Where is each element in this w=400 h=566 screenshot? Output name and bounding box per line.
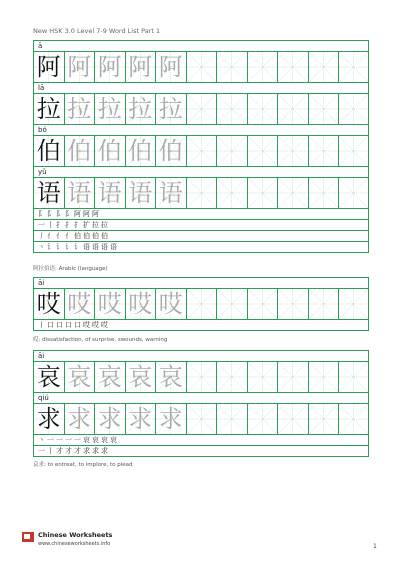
definition-text: 阿拉伯语: Arabic (language)	[33, 266, 108, 272]
footer-brand: Chinese Worksheets	[38, 531, 113, 539]
grid-cell	[187, 404, 218, 434]
grid-cell	[248, 289, 279, 319]
grid-guides-icon	[248, 404, 278, 434]
model-character: 求	[36, 405, 61, 433]
stroke-order-row: 丶讠讠讠讠语语语语	[38, 243, 119, 251]
grid-cell	[156, 362, 187, 392]
pinyin-label: yǔ	[34, 167, 368, 178]
grid-cell	[187, 136, 218, 166]
grid-cell	[217, 178, 248, 208]
grid-cell	[339, 178, 368, 208]
stroke-order-row: 一丨扌扌扌扩拉拉	[34, 220, 368, 231]
grid-guides-icon	[278, 404, 308, 434]
grid-cell	[187, 94, 218, 124]
model-character: 哎	[36, 290, 61, 318]
grid-cell	[217, 136, 248, 166]
trace-character: 哎	[67, 290, 92, 318]
trace-character: 伯	[97, 137, 122, 165]
grid-cell	[126, 52, 157, 82]
grid-cell	[339, 52, 368, 82]
grid-guides-icon	[278, 52, 308, 82]
grid-cell	[126, 289, 157, 319]
grid-cell	[339, 289, 368, 319]
grid-cell	[217, 289, 248, 319]
trace-character: 伯	[158, 137, 183, 165]
trace-character: 哀	[128, 363, 153, 391]
stroke-order-row: 丿亻亻亻伯伯伯伯	[34, 231, 368, 242]
grid-guides-icon	[248, 178, 278, 208]
grid-cell	[95, 289, 126, 319]
grid-cell	[248, 178, 279, 208]
grid-cell	[187, 52, 218, 82]
trace-character: 求	[97, 405, 122, 433]
pinyin-label: āi	[34, 278, 368, 289]
grid-cell	[156, 52, 187, 82]
grid-cell	[217, 52, 248, 82]
grid-cell	[187, 178, 218, 208]
grid-cell	[34, 362, 65, 392]
grid-cell	[217, 404, 248, 434]
stroke-order-row: 阝阝阝阝阿阿阿	[34, 209, 368, 220]
model-character: 哀	[36, 363, 61, 391]
grid-cell	[248, 94, 279, 124]
grid-guides-icon	[309, 178, 339, 208]
practice-row	[34, 178, 368, 209]
grid-cell	[126, 178, 157, 208]
grid-cell	[309, 289, 340, 319]
trace-character: 哀	[97, 363, 122, 391]
grid-cell	[34, 136, 65, 166]
trace-character: 哀	[67, 363, 92, 391]
pinyin-label: bó	[34, 125, 368, 136]
trace-character: 求	[158, 405, 183, 433]
grid-guides-icon	[278, 289, 308, 319]
grid-cell	[309, 404, 340, 434]
grid-guides-icon	[278, 136, 308, 166]
trace-character: 阿	[158, 53, 183, 81]
grid-cell	[156, 94, 187, 124]
trace-character: 伯	[67, 137, 92, 165]
trace-character: 伯	[128, 137, 153, 165]
grid-guides-icon	[309, 52, 339, 82]
grid-cell	[95, 178, 126, 208]
practice-row	[34, 136, 368, 167]
grid-cell	[34, 404, 65, 434]
pinyin-label: lā	[34, 83, 368, 94]
grid-guides-icon	[309, 404, 339, 434]
grid-guides-icon	[217, 362, 247, 392]
grid-guides-icon	[248, 52, 278, 82]
grid-guides-icon	[309, 136, 339, 166]
grid-cell	[156, 404, 187, 434]
grid-cell	[95, 404, 126, 434]
trace-character: 拉	[158, 95, 183, 123]
trace-character: 阿	[67, 53, 92, 81]
grid-cell	[95, 362, 126, 392]
grid-guides-icon	[309, 289, 339, 319]
pinyin-label: qiú	[34, 393, 368, 404]
trace-character: 求	[128, 405, 153, 433]
trace-character: 哎	[158, 290, 183, 318]
grid-guides-icon	[339, 94, 368, 124]
grid-cell	[65, 178, 96, 208]
worksheet-block-1	[33, 40, 369, 253]
practice-row	[34, 52, 368, 83]
grid-cell	[65, 404, 96, 434]
brand-logo-icon	[22, 532, 34, 542]
trace-character: 阿	[97, 53, 122, 81]
grid-cell	[248, 52, 279, 82]
grid-guides-icon	[248, 362, 278, 392]
trace-character: 拉	[97, 95, 122, 123]
trace-character: 拉	[67, 95, 92, 123]
grid-cell	[156, 289, 187, 319]
grid-guides-icon	[217, 404, 247, 434]
worksheet-block-2	[33, 277, 369, 331]
grid-cell	[278, 52, 309, 82]
model-character: 阿	[36, 53, 61, 81]
grid-cell	[278, 404, 309, 434]
model-character: 语	[36, 179, 61, 207]
page-number: 1	[373, 543, 377, 550]
trace-character: 语	[128, 179, 153, 207]
grid-cell	[187, 362, 218, 392]
grid-cell	[156, 136, 187, 166]
grid-cell	[278, 289, 309, 319]
grid-guides-icon	[187, 52, 217, 82]
grid-guides-icon	[217, 94, 247, 124]
grid-cell	[248, 362, 279, 392]
grid-cell	[126, 94, 157, 124]
grid-guides-icon	[187, 289, 217, 319]
grid-cell	[339, 94, 368, 124]
grid-cell	[248, 136, 279, 166]
grid-guides-icon	[339, 178, 368, 208]
grid-cell	[339, 362, 368, 392]
stroke-order-row: 丶一一一一哀哀哀哀	[34, 435, 368, 446]
pinyin-label: ā	[34, 41, 368, 52]
grid-cell	[309, 136, 340, 166]
grid-cell	[126, 362, 157, 392]
grid-cell	[309, 52, 340, 82]
grid-guides-icon	[248, 289, 278, 319]
grid-cell	[156, 178, 187, 208]
grid-guides-icon	[217, 52, 247, 82]
grid-guides-icon	[187, 136, 217, 166]
grid-cell	[34, 178, 65, 208]
grid-cell	[278, 94, 309, 124]
grid-cell	[65, 136, 96, 166]
practice-row	[34, 289, 368, 320]
grid-cell	[217, 94, 248, 124]
grid-cell	[339, 404, 368, 434]
practice-row	[34, 362, 368, 393]
practice-row	[34, 404, 368, 435]
trace-character: 语	[67, 179, 92, 207]
grid-guides-icon	[278, 94, 308, 124]
grid-guides-icon	[187, 178, 217, 208]
grid-cell	[65, 94, 96, 124]
grid-guides-icon	[217, 178, 247, 208]
trace-character: 语	[97, 179, 122, 207]
practice-row	[34, 94, 368, 125]
grid-cell	[34, 289, 65, 319]
grid-cell	[278, 136, 309, 166]
trace-character: 哀	[158, 363, 183, 391]
footer-url: www.chineseworksheets.info	[38, 541, 111, 547]
model-character: 伯	[36, 137, 61, 165]
worksheet-block-3	[33, 350, 369, 457]
grid-cell	[95, 52, 126, 82]
grid-cell	[65, 52, 96, 82]
grid-cell	[126, 136, 157, 166]
trace-character: 拉	[128, 95, 153, 123]
trace-character: 哎	[97, 290, 122, 318]
grid-cell	[65, 362, 96, 392]
grid-guides-icon	[309, 94, 339, 124]
grid-guides-icon	[339, 289, 368, 319]
grid-guides-icon	[248, 94, 278, 124]
grid-guides-icon	[278, 362, 308, 392]
grid-guides-icon	[217, 289, 247, 319]
grid-cell	[95, 136, 126, 166]
stroke-order-row: 一丨才才才求求求	[38, 447, 110, 455]
grid-guides-icon	[217, 136, 247, 166]
grid-guides-icon	[187, 94, 217, 124]
grid-guides-icon	[309, 362, 339, 392]
trace-character: 阿	[128, 53, 153, 81]
stroke-order-row: 丨口口口口哎哎哎	[38, 321, 110, 329]
grid-cell	[95, 94, 126, 124]
grid-guides-icon	[339, 404, 368, 434]
grid-cell	[34, 52, 65, 82]
trace-character: 哎	[128, 290, 153, 318]
model-character: 拉	[36, 95, 61, 123]
grid-guides-icon	[187, 404, 217, 434]
grid-cell	[309, 178, 340, 208]
grid-cell	[309, 94, 340, 124]
pinyin-label: āi	[34, 351, 368, 362]
grid-cell	[278, 178, 309, 208]
grid-cell	[339, 136, 368, 166]
trace-character: 语	[158, 179, 183, 207]
grid-guides-icon	[339, 136, 368, 166]
trace-character: 求	[67, 405, 92, 433]
grid-cell	[278, 362, 309, 392]
grid-cell	[65, 289, 96, 319]
grid-cell	[248, 404, 279, 434]
grid-cell	[217, 362, 248, 392]
grid-cell	[309, 362, 340, 392]
grid-guides-icon	[187, 362, 217, 392]
grid-guides-icon	[248, 136, 278, 166]
grid-guides-icon	[339, 52, 368, 82]
definition-text: 哀求: to entreat, to implore, to plead	[33, 462, 133, 468]
grid-guides-icon	[278, 178, 308, 208]
grid-cell	[187, 289, 218, 319]
definition-text: 哎: dissatisfaction, of surprise, swounds, warning	[33, 337, 168, 343]
page-title: New HSK 3.0 Level 7-9 Word List Part 1	[33, 27, 161, 35]
grid-guides-icon	[339, 362, 368, 392]
grid-cell	[34, 94, 65, 124]
grid-cell	[126, 404, 157, 434]
